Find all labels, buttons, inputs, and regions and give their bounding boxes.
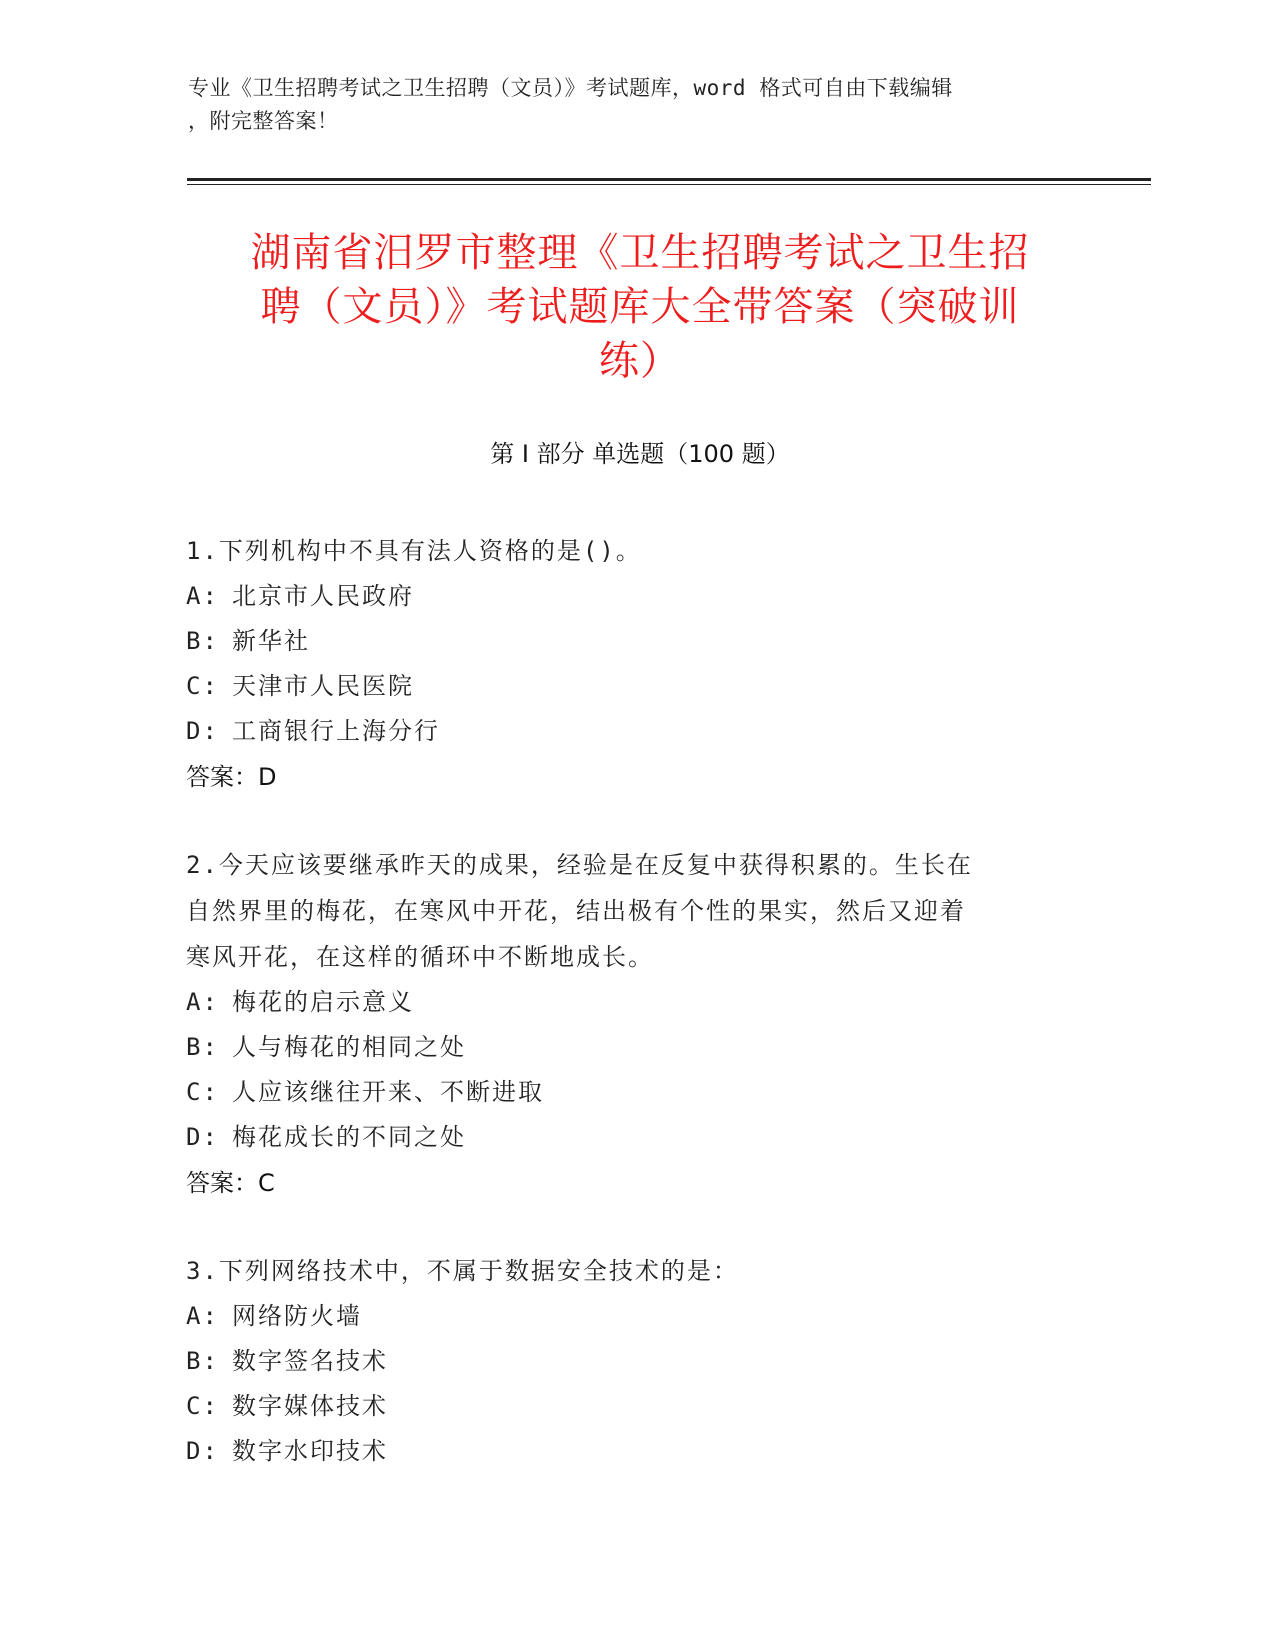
option-a (186, 1294, 1066, 1339)
option-a (186, 574, 1066, 619)
header-note (188, 72, 1068, 138)
option-letter: D: (186, 1437, 219, 1465)
option-text: 新华社 (232, 627, 310, 655)
option-letter: C: (186, 1392, 219, 1420)
option-letter: D: (186, 717, 219, 745)
option-d (186, 709, 1066, 754)
option-text: 北京市人民政府 (232, 582, 414, 610)
option-letter: C: (186, 1078, 219, 1106)
header-note-line2: ，附完整答案！ (188, 109, 339, 133)
option-text: 数字媒体技术 (232, 1392, 388, 1420)
option-letter: B: (186, 1347, 219, 1375)
option-text: 梅花的启示意义 (232, 988, 414, 1016)
option-text: 人与梅花的相同之处 (232, 1033, 466, 1061)
question-list (186, 528, 1066, 1516)
option-text: 人应该继往开来、不断进取 (232, 1078, 544, 1106)
option-c (186, 1070, 1066, 1115)
answer-line: 答案：D (186, 763, 277, 791)
option-letter: A: (186, 1302, 219, 1330)
option-letter: B: (186, 627, 219, 655)
option-text: 天津市人民医院 (232, 672, 414, 700)
option-c (186, 1384, 1066, 1429)
question-3 (186, 1248, 1066, 1474)
option-text: 网络防火墙 (232, 1302, 362, 1330)
option-text: 梅花成长的不同之处 (232, 1123, 466, 1151)
option-letter: C: (186, 672, 219, 700)
option-text: 工商银行上海分行 (232, 717, 440, 745)
answer-line: 答案：C (186, 1169, 275, 1197)
header-note-line1: 专业《卫生招聘考试之卫生招聘（文员）》考试题库，word 格式可自由下载编辑 (188, 76, 953, 100)
option-letter: B: (186, 1033, 219, 1061)
question-stem-line: 2.今天应该要继承昨天的成果，经验是在反复中获得积累的。生长在 (186, 851, 973, 879)
section-heading: 第 I 部分 单选题（100 题） (490, 440, 790, 468)
option-letter: A: (186, 582, 219, 610)
option-d (186, 1115, 1066, 1160)
question-2 (186, 842, 1066, 1206)
header-rule-thick (187, 178, 1151, 181)
header-rule-thin (187, 184, 1151, 185)
option-d (186, 1429, 1066, 1474)
option-c (186, 664, 1066, 709)
question-stem: 3.下列网络技术中，不属于数据安全技术的是： (186, 1257, 739, 1285)
document-title (190, 226, 1090, 388)
option-b (186, 1025, 1066, 1070)
option-a (186, 980, 1066, 1025)
question-stem-line: 寒风开花，在这样的循环中不断地成长。 (186, 943, 654, 971)
option-text: 数字水印技术 (232, 1437, 388, 1465)
option-text: 数字签名技术 (232, 1347, 388, 1375)
title-line3: 练） (599, 338, 681, 384)
option-letter: D: (186, 1123, 219, 1151)
title-line1: 湖南省汨罗市整理《卫生招聘考试之卫生招 (250, 230, 1030, 276)
option-b (186, 1339, 1066, 1384)
title-line2: 聘（文员）》考试题库大全带答案（突破训 (260, 284, 1020, 330)
option-b (186, 619, 1066, 664)
question-1 (186, 528, 1066, 800)
option-letter: A: (186, 988, 219, 1016)
question-stem: 1.下列机构中不具有法人资格的是()。 (186, 537, 642, 565)
question-stem-line: 自然界里的梅花，在寒风中开花，结出极有个性的果实，然后又迎着 (186, 897, 966, 925)
